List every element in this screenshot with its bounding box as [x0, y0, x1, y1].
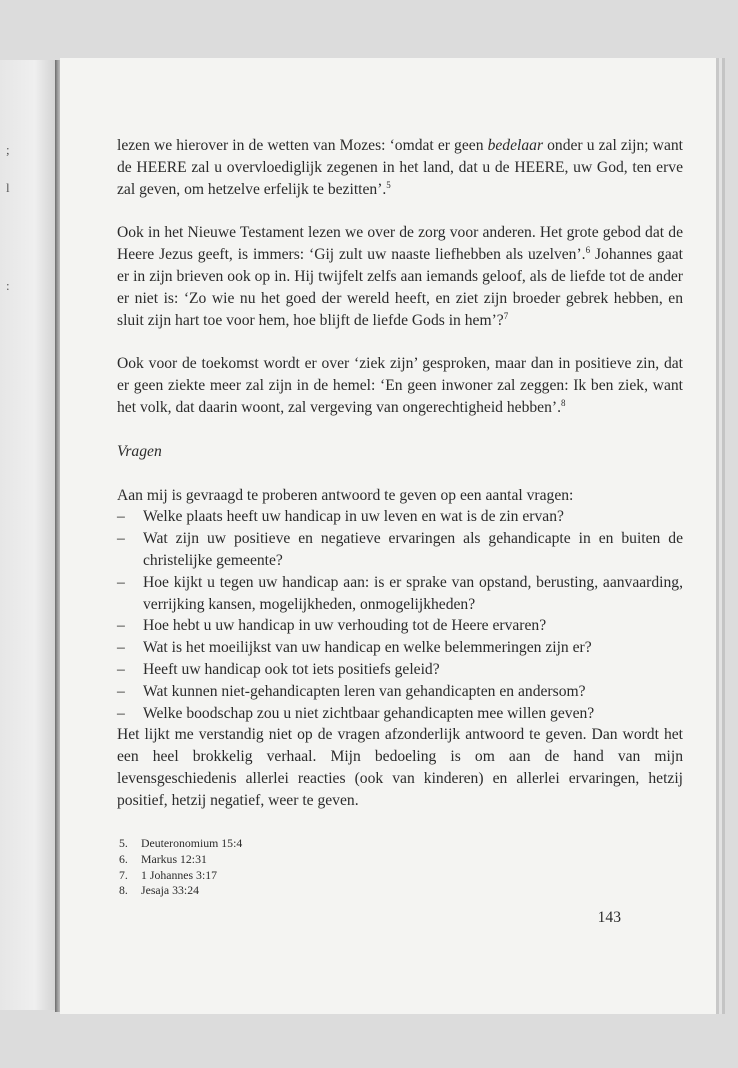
paragraph-1-text: lezen we hierover in de wetten van Mozes: ‘omdat er geen	[117, 137, 488, 154]
paragraph-1	[117, 135, 683, 200]
emphasis-bedelaar: bedelaar	[487, 137, 544, 154]
left-page-mark: :	[6, 278, 10, 293]
paragraph-2	[117, 222, 683, 331]
page-number: 143	[597, 909, 621, 926]
footnote-number: 8.	[119, 883, 128, 898]
footnote-number: 7.	[119, 867, 128, 882]
footnote	[119, 883, 419, 899]
paragraph-2-text: Ook in het Nieuwe Testament lezen we over de zorg voor anderen. Het grote gebod dat de Heere Jezus geeft, is immers: ‘Gij zult uw naaste liefhebben als uzelven’.	[117, 224, 683, 264]
paragraph-1-text-end: onder u zal zijn; want de HEERE zal u overvloediglijk zegenen in het land, dat u de HEERE, uw God, ten erve zal geven, om hetzelve erfelijk te bezitten’.	[117, 137, 683, 198]
list-item: – Hoe hebt u uw handicap in uw verhouding tot de Heere ervaren?	[117, 615, 683, 637]
section-heading: Vragen	[117, 442, 162, 460]
footnote-number: 6.	[119, 851, 128, 866]
list-item: – Welke boodschap zou u niet zichtbaar gehandicapten mee willen geven?	[117, 703, 683, 725]
footnote-ref-7[interactable]: 7	[503, 310, 509, 321]
question-list	[117, 506, 683, 724]
footnote-ref-6[interactable]: 6	[585, 245, 591, 256]
footnote	[119, 852, 419, 868]
footnote	[119, 868, 419, 884]
left-page-mark: ;	[6, 142, 10, 157]
footnote-number: 5.	[119, 836, 128, 850]
paragraph-2-text-end: Johannes gaat er in zijn brieven ook op in. Hij twijfelt zelfs aan iemands geloof, als de liefde tot de ander er niet is: ‘Zo wie nu het goed der wereld heeft, en ziet zijn broeder gebrek hebben, en sluit zijn hart toe voor hem, hoe blijft de liefde Gods in hem’?	[117, 246, 683, 329]
closing-paragraph: Het lijkt me verstandig niet op de vragen afzonderlijk antwoord te geven. Dan wordt het een heel brokkelig verhaal. Mijn bedoeling is om aan de hand van mijn levensgeschiedenis allerlei reacties (ook van kinderen) en allerlei ervaringen, hetzij positief, hetzij negatief, weer te geven.	[117, 726, 683, 809]
previous-page-edge	[0, 60, 58, 1010]
footnote-text: 1 Johannes 3:17	[141, 867, 218, 882]
list-item: – Hoe kijkt u tegen uw handicap aan: is er sprake van opstand, berusting, aanvaarding, verrijking kansen, mogelijkheden, onmogelijkheden?	[117, 572, 683, 616]
footnote-ref-8[interactable]: 8	[561, 397, 566, 408]
paragraph-3-text: Ook voor de toekomst wordt er over ‘ziek zijn’ gesproken, maar dan in positieve zin, dat er geen ziekte meer zal zijn in de hemel: ‘En geen inwoner zal zeggen: Ik ben ziek, want het volk, dat daarin woont, zal vergeving van ongerechtigheid hebben’.	[117, 355, 683, 416]
list-item: – Welke plaats heeft uw handicap in uw leven en wat is de zin ervan?	[117, 506, 683, 528]
footnotes	[119, 836, 419, 899]
book-page	[60, 58, 716, 1014]
footnote	[119, 836, 419, 852]
list-item: – Wat is het moeilijkst van uw handicap en welke belemmeringen zijn er?	[117, 637, 683, 659]
left-page-mark: l	[6, 180, 10, 195]
list-item: – Wat kunnen niet-gehandicapten leren van gehandicapten en andersom?	[117, 681, 683, 703]
footnote-ref-5[interactable]: 5	[386, 179, 391, 190]
footnote-text: Jesaja 33:24	[141, 883, 199, 898]
questions-intro: Aan mij is gevraagd te proberen antwoord te geven op een aantal vragen:	[117, 486, 574, 504]
list-item: – Wat zijn uw positieve en negatieve ervaringen als gehandicapte in en buiten de christelijke gemeente?	[117, 528, 683, 572]
list-item: – Heeft uw handicap ook tot iets positiefs geleid?	[117, 659, 683, 681]
footnote-text: Deuteronomium 15:4	[141, 836, 243, 850]
footnote-text: Markus 12:31	[141, 851, 207, 866]
body-text	[117, 135, 683, 834]
paragraph-3	[117, 353, 683, 418]
